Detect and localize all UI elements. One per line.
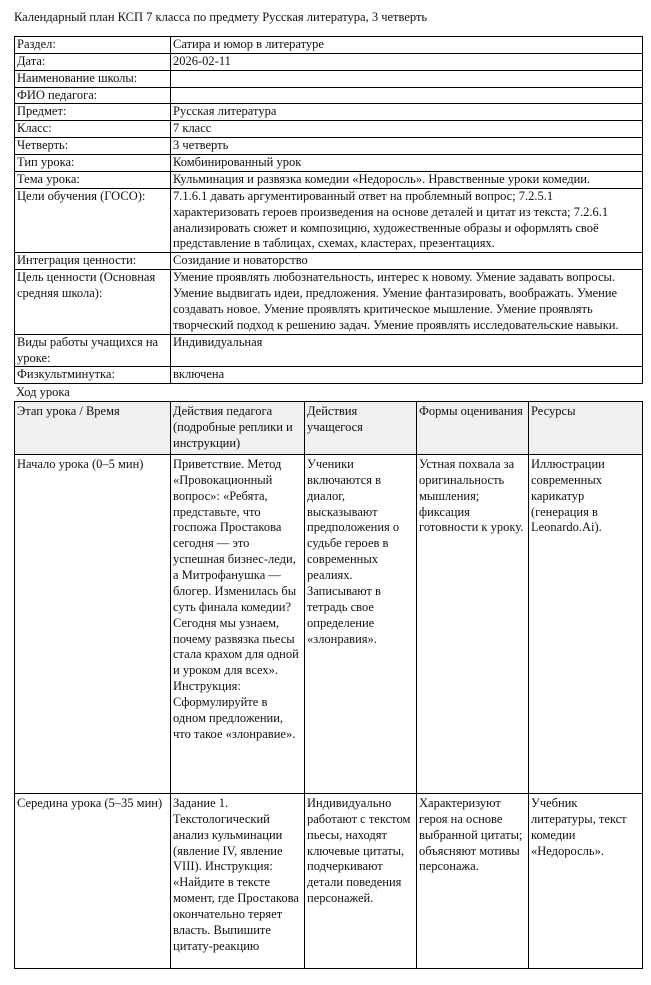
info-value: Индивидуальная xyxy=(171,334,643,367)
info-key: Тип урока: xyxy=(15,155,171,172)
flow-cell: Середина урока (5–35 мин) xyxy=(15,793,171,968)
lesson-flow-table xyxy=(14,401,643,969)
flow-cell: Учебник литературы, текст комедии «Недоросль». xyxy=(529,793,643,968)
flow-header-cell: Действия учащегося xyxy=(305,402,417,455)
info-key: Цели обучения (ГОСО): xyxy=(15,188,171,253)
info-row-work-types xyxy=(15,334,643,367)
info-row-school xyxy=(15,70,643,87)
flow-cell: Ученики включаются в диалог, высказывают предположения о судьбе героев в современных реалиях. Записывают в тетрадь свое определение «злонравия». xyxy=(305,454,417,793)
lesson-flow-heading: Ход урока xyxy=(16,385,70,400)
flow-cell: Приветствие. Метод «Провокационный вопрос»: «Ребята, представьте, что госпожа Простакова сегодня — это успешная бизнес-леди, а Митрофанушка — блогер. Изменилась бы суть финала комедии? Сегодня мы узнаем, почему развязка пьесы стала крахом для одной и уроком для всех». Инструкция: Сформулируйте в одном предложении, что такое «злонравие». xyxy=(171,454,305,793)
info-row-quarter xyxy=(15,138,643,155)
info-value: Умение проявлять любознательность, интерес к новому. Умение задавать вопросы. Умение выдвигать идеи, предложения. Умение фантазировать, воображать. Умение создавать новое. Умение проявлять критическое мышление. Умение проявлять творческий подход к решению задач. Умение проявлять исследовательские навыки. xyxy=(171,270,643,335)
info-key: ФИО педагога: xyxy=(15,87,171,104)
info-value: 2026-02-11 xyxy=(171,53,643,70)
info-value: Созидание и новаторство xyxy=(171,253,643,270)
info-value xyxy=(171,87,643,104)
flow-cell: Характеризуют героя на основе выбранной цитаты; объясняют мотивы персонажа. xyxy=(417,793,529,968)
flow-header-cell: Действия педагога (подробные реплики и инструкции) xyxy=(171,402,305,455)
info-row-objectives xyxy=(15,188,643,253)
info-key: Предмет: xyxy=(15,104,171,121)
flow-header-cell: Ресурсы xyxy=(529,402,643,455)
info-row-date xyxy=(15,53,643,70)
info-row-grade xyxy=(15,121,643,138)
info-key: Раздел: xyxy=(15,36,171,53)
info-value: 7 класс xyxy=(171,121,643,138)
info-row-value-integration xyxy=(15,253,643,270)
flow-cell: Устная похвала за оригинальность мышления; фиксация готовности к уроку. xyxy=(417,454,529,793)
flow-cell: Иллюстрации современных карикатур (генерация в Leonardo.Ai). xyxy=(529,454,643,793)
info-row-physical-break xyxy=(15,367,643,384)
flow-cell: Начало урока (0–5 мин) xyxy=(15,454,171,793)
info-key: Класс: xyxy=(15,121,171,138)
info-value: Комбинированный урок xyxy=(171,155,643,172)
flow-cell: Задание 1. Текстологический анализ кульминации (явление IV, явление VIII). Инструкция: «Найдите в тексте момент, где Простакова окончательно теряет власть. Выпишите цитату-реакцию xyxy=(171,793,305,968)
info-row-lesson-type xyxy=(15,155,643,172)
info-value: включена xyxy=(171,367,643,384)
flow-header-cell: Этап урока / Время xyxy=(15,402,171,455)
info-value xyxy=(171,70,643,87)
flow-header-row xyxy=(15,402,643,455)
document-title: Календарный план КСП 7 класса по предмету Русская литература, 3 четверть xyxy=(14,10,428,24)
info-value: Сатира и юмор в литературе xyxy=(171,36,643,53)
info-value: 3 четверть xyxy=(171,138,643,155)
info-row-value-goal xyxy=(15,270,643,335)
info-row-section xyxy=(15,36,643,53)
flow-cell: Индивидуально работают с текстом пьесы, находят ключевые цитаты, подчеркивают детали поведения персонажей. xyxy=(305,793,417,968)
info-row-teacher xyxy=(15,87,643,104)
lesson-info-table xyxy=(14,36,643,384)
info-key: Физкультминутка: xyxy=(15,367,171,384)
flow-row-start xyxy=(15,454,643,793)
info-value: 7.1.6.1 давать аргументированный ответ на проблемный вопрос; 7.2.5.1 характеризовать героев произведения на основе деталей и цитат из текста; 7.2.6.1 анализировать сюжет и композицию, художественные образы и оформлять своё представление в таблицах, схемах, кластерах, презентациях. xyxy=(171,188,643,253)
info-value: Русская литература xyxy=(171,104,643,121)
flow-row-middle xyxy=(15,793,643,968)
info-key: Наименование школы: xyxy=(15,70,171,87)
info-row-subject xyxy=(15,104,643,121)
info-key: Интеграция ценности: xyxy=(15,253,171,270)
flow-header-cell: Формы оценивания xyxy=(417,402,529,455)
info-key: Тема урока: xyxy=(15,171,171,188)
info-key: Виды работы учащихся на уроке: xyxy=(15,334,171,367)
info-key: Цель ценности (Основная средняя школа): xyxy=(15,270,171,335)
info-key: Дата: xyxy=(15,53,171,70)
info-value: Кульминация и развязка комедии «Недоросль». Нравственные уроки комедии. xyxy=(171,171,643,188)
info-row-topic xyxy=(15,171,643,188)
info-key: Четверть: xyxy=(15,138,171,155)
